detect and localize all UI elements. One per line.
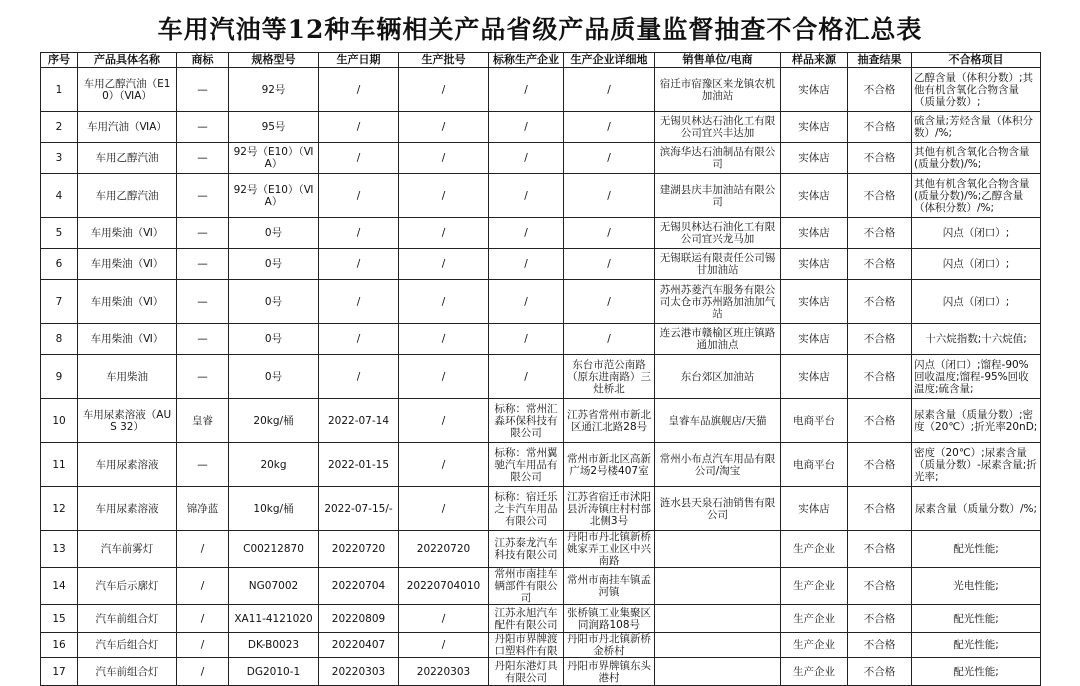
cell-date: 20220704 xyxy=(319,568,399,605)
cell-date: 20220303 xyxy=(319,658,399,686)
cell-result: 不合格 xyxy=(848,355,912,399)
cell-address: / xyxy=(564,280,655,324)
cell-manufacturer: / xyxy=(489,143,564,174)
cell-items: 尿素含量（质量分数）/%; xyxy=(912,487,1041,531)
cell-date: 20220809 xyxy=(319,605,399,633)
cell-items: 乙醇含量（体积分数）;其他有机含氧化合物含量（质量分数）; xyxy=(912,68,1041,112)
cell-items: 配光性能; xyxy=(912,658,1041,686)
cell-spec: 92号 xyxy=(229,68,319,112)
table-body xyxy=(41,68,1041,686)
cell-brand: — xyxy=(177,174,229,218)
cell-seq: 15 xyxy=(41,605,78,633)
summary-table xyxy=(40,52,1041,686)
cell-result: 不合格 xyxy=(848,633,912,658)
cell-brand: — xyxy=(177,355,229,399)
cell-items: 配光性能; xyxy=(912,633,1041,658)
cell-manufacturer: / xyxy=(489,112,564,143)
cell-result: 不合格 xyxy=(848,324,912,355)
cell-spec: 92号（E10）（ⅥA） xyxy=(229,143,319,174)
cell-seller: 涟水县天泉石油销售有限公司 xyxy=(655,487,781,531)
cell-spec: DK-B0023 xyxy=(229,633,319,658)
cell-date: 2022-01-15 xyxy=(319,443,399,487)
cell-seller: 皇睿车品旗舰店/天猫 xyxy=(655,399,781,443)
cell-items: 光电性能; xyxy=(912,568,1041,605)
cell-seller: 苏州苏菱汽车服务有限公司太仓市苏州路加油加气站 xyxy=(655,280,781,324)
cell-source: 实体店 xyxy=(781,68,848,112)
cell-brand: / xyxy=(177,605,229,633)
cell-manufacturer: 标称：宿迁乐之卡汽车用品有限公司 xyxy=(489,487,564,531)
table-row xyxy=(41,280,1041,324)
cell-address: 丹阳市界牌镇东头港村 xyxy=(564,658,655,686)
cell-address: / xyxy=(564,68,655,112)
cell-result: 不合格 xyxy=(848,112,912,143)
cell-date: / xyxy=(319,143,399,174)
cell-spec: DG2010-1 xyxy=(229,658,319,686)
cell-address: 江苏省常州市新北区通江北路28号 xyxy=(564,399,655,443)
cell-seller xyxy=(655,658,781,686)
cell-product: 车用柴油（Ⅵ） xyxy=(78,218,177,249)
cell-product: 汽车前雾灯 xyxy=(78,531,177,568)
col-header-source: 样品来源 xyxy=(781,53,848,68)
cell-product: 车用柴油（Ⅵ） xyxy=(78,324,177,355)
cell-product: 汽车后示廓灯 xyxy=(78,568,177,605)
cell-brand: / xyxy=(177,633,229,658)
cell-seq: 16 xyxy=(41,633,78,658)
cell-manufacturer: 常州市南挂车辆部件有限公司 xyxy=(489,568,564,605)
cell-seller: 滨海华达石油制品有限公司 xyxy=(655,143,781,174)
table-row xyxy=(41,605,1041,633)
col-header-result: 抽查结果 xyxy=(848,53,912,68)
table-row xyxy=(41,143,1041,174)
cell-brand: / xyxy=(177,531,229,568)
cell-address: / xyxy=(564,143,655,174)
cell-seq: 12 xyxy=(41,487,78,531)
cell-items: 其他有机含氧化合物含量(质量分数)/%;乙醇含量（体积分数）/%; xyxy=(912,174,1041,218)
cell-date: / xyxy=(319,324,399,355)
cell-result: 不合格 xyxy=(848,280,912,324)
cell-product: 车用尿素溶液 xyxy=(78,443,177,487)
cell-brand: — xyxy=(177,143,229,174)
col-header-spec: 规格型号 xyxy=(229,53,319,68)
table-row xyxy=(41,355,1041,399)
col-header-product: 产品具体名称 xyxy=(78,53,177,68)
cell-batch: / xyxy=(399,249,489,280)
cell-seq: 3 xyxy=(41,143,78,174)
cell-seq: 14 xyxy=(41,568,78,605)
cell-seq: 8 xyxy=(41,324,78,355)
cell-product: 车用汽油（ⅥA） xyxy=(78,112,177,143)
cell-date: / xyxy=(319,68,399,112)
cell-seller: 常州小布点汽车用品有限公司/淘宝 xyxy=(655,443,781,487)
cell-brand: 锦净蓝 xyxy=(177,487,229,531)
cell-batch: / xyxy=(399,324,489,355)
cell-manufacturer: / xyxy=(489,324,564,355)
cell-product: 汽车后组合灯 xyxy=(78,633,177,658)
table-row xyxy=(41,112,1041,143)
cell-product: 汽车前组合灯 xyxy=(78,658,177,686)
cell-result: 不合格 xyxy=(848,174,912,218)
cell-address: 丹阳市丹北镇新桥姚家弄工业区中兴南路 xyxy=(564,531,655,568)
cell-seq: 2 xyxy=(41,112,78,143)
cell-address: / xyxy=(564,249,655,280)
cell-manufacturer: / xyxy=(489,280,564,324)
cell-batch: / xyxy=(399,633,489,658)
cell-source: 生产企业 xyxy=(781,531,848,568)
table-row xyxy=(41,174,1041,218)
cell-seller xyxy=(655,531,781,568)
cell-batch: / xyxy=(399,399,489,443)
cell-date: 20220720 xyxy=(319,531,399,568)
cell-spec: 0号 xyxy=(229,280,319,324)
cell-product: 车用尿素溶液 xyxy=(78,487,177,531)
table-row xyxy=(41,487,1041,531)
cell-seq: 6 xyxy=(41,249,78,280)
cell-spec: 0号 xyxy=(229,218,319,249)
cell-brand: — xyxy=(177,324,229,355)
cell-address: / xyxy=(564,218,655,249)
cell-seller: 连云港市赣榆区班庄镇路通加油点 xyxy=(655,324,781,355)
table-row xyxy=(41,68,1041,112)
col-header-brand: 商标 xyxy=(177,53,229,68)
cell-manufacturer: 丹阳东港灯具有限公司 xyxy=(489,658,564,686)
cell-spec: 20kg xyxy=(229,443,319,487)
cell-source: 实体店 xyxy=(781,249,848,280)
cell-address: 丹阳市丹北镇新桥金桥村 xyxy=(564,633,655,658)
cell-date: / xyxy=(319,280,399,324)
cell-seq: 10 xyxy=(41,399,78,443)
cell-batch: 20220720 xyxy=(399,531,489,568)
cell-seq: 7 xyxy=(41,280,78,324)
cell-manufacturer: / xyxy=(489,249,564,280)
cell-product: 车用尿素溶液（AUS 32） xyxy=(78,399,177,443)
cell-product: 车用乙醇汽油（E10）（ⅥA） xyxy=(78,68,177,112)
cell-address: / xyxy=(564,174,655,218)
cell-spec: 0号 xyxy=(229,355,319,399)
cell-batch: / xyxy=(399,174,489,218)
col-header-manufacturer: 标称生产企业 xyxy=(489,53,564,68)
cell-date: 2022-07-15/- xyxy=(319,487,399,531)
cell-batch: / xyxy=(399,143,489,174)
cell-date: / xyxy=(319,218,399,249)
cell-source: 实体店 xyxy=(781,355,848,399)
cell-source: 实体店 xyxy=(781,143,848,174)
cell-result: 不合格 xyxy=(848,605,912,633)
cell-seller xyxy=(655,605,781,633)
cell-spec: C00212870 xyxy=(229,531,319,568)
cell-seq: 5 xyxy=(41,218,78,249)
cell-batch: 20220303 xyxy=(399,658,489,686)
cell-items: 配光性能; xyxy=(912,531,1041,568)
cell-result: 不合格 xyxy=(848,443,912,487)
table-row xyxy=(41,399,1041,443)
cell-date: / xyxy=(319,355,399,399)
cell-result: 不合格 xyxy=(848,568,912,605)
cell-source: 生产企业 xyxy=(781,605,848,633)
cell-product: 汽车前组合灯 xyxy=(78,605,177,633)
cell-batch: / xyxy=(399,68,489,112)
cell-spec: 20kg/桶 xyxy=(229,399,319,443)
col-header-batch: 生产批号 xyxy=(399,53,489,68)
table-row xyxy=(41,218,1041,249)
cell-result: 不合格 xyxy=(848,658,912,686)
cell-manufacturer: 江苏泰龙汽车科技有限公司 xyxy=(489,531,564,568)
col-header-seq: 序号 xyxy=(41,53,78,68)
table-row xyxy=(41,633,1041,658)
col-header-date: 生产日期 xyxy=(319,53,399,68)
cell-items: 其他有机含氧化合物含量(质量分数)/%; xyxy=(912,143,1041,174)
cell-result: 不合格 xyxy=(848,218,912,249)
page-title: 车用汽油等12种车辆相关产品省级产品质量监督抽查不合格汇总表 xyxy=(157,15,923,44)
cell-manufacturer: / xyxy=(489,355,564,399)
col-header-address: 生产企业详细地 xyxy=(564,53,655,68)
cell-result: 不合格 xyxy=(848,249,912,280)
cell-result: 不合格 xyxy=(848,399,912,443)
cell-seq: 17 xyxy=(41,658,78,686)
cell-brand: — xyxy=(177,68,229,112)
table-row xyxy=(41,568,1041,605)
cell-date: / xyxy=(319,249,399,280)
cell-seller xyxy=(655,568,781,605)
cell-source: 实体店 xyxy=(781,280,848,324)
cell-items: 闪点（闭口）; xyxy=(912,249,1041,280)
cell-spec: 92号（E10）（ⅥA） xyxy=(229,174,319,218)
cell-brand: 皇睿 xyxy=(177,399,229,443)
col-header-seller: 销售单位/电商 xyxy=(655,53,781,68)
cell-spec: 0号 xyxy=(229,249,319,280)
cell-seq: 11 xyxy=(41,443,78,487)
cell-brand: — xyxy=(177,218,229,249)
cell-manufacturer: / xyxy=(489,68,564,112)
cell-brand: — xyxy=(177,249,229,280)
cell-batch: / xyxy=(399,605,489,633)
cell-manufacturer: / xyxy=(489,174,564,218)
cell-batch: / xyxy=(399,355,489,399)
cell-product: 车用柴油（Ⅵ） xyxy=(78,249,177,280)
cell-brand: — xyxy=(177,280,229,324)
cell-spec: NG07002 xyxy=(229,568,319,605)
cell-product: 车用乙醇汽油 xyxy=(78,143,177,174)
cell-address: 江苏省宿迁市沭阳县沂涛镇庄村村部北侧3号 xyxy=(564,487,655,531)
cell-source: 实体店 xyxy=(781,487,848,531)
cell-spec: 10kg/桶 xyxy=(229,487,319,531)
cell-result: 不合格 xyxy=(848,487,912,531)
cell-address: / xyxy=(564,324,655,355)
cell-items: 配光性能; xyxy=(912,605,1041,633)
cell-product: 车用柴油（Ⅵ） xyxy=(78,280,177,324)
cell-batch: / xyxy=(399,443,489,487)
cell-batch: 20220704010 xyxy=(399,568,489,605)
cell-batch: / xyxy=(399,487,489,531)
cell-seller: 宿迁市宿豫区来龙镇农机加油站 xyxy=(655,68,781,112)
cell-brand: — xyxy=(177,443,229,487)
cell-source: 实体店 xyxy=(781,112,848,143)
cell-date: 2022-07-14 xyxy=(319,399,399,443)
cell-date: 20220407 xyxy=(319,633,399,658)
cell-seller: 东台郊区加油站 xyxy=(655,355,781,399)
cell-date: / xyxy=(319,174,399,218)
cell-seller: 无锡贝林达石油化工有限公司宜兴丰达加 xyxy=(655,112,781,143)
cell-source: 实体店 xyxy=(781,174,848,218)
cell-source: 电商平台 xyxy=(781,399,848,443)
cell-seller: 无锡贝林达石油化工有限公司宜兴龙马加 xyxy=(655,218,781,249)
cell-source: 实体店 xyxy=(781,324,848,355)
table-row xyxy=(41,324,1041,355)
cell-items: 尿素含量（质量分数）;密度（20℃）;折光率20nD; xyxy=(912,399,1041,443)
cell-batch: / xyxy=(399,112,489,143)
table-row xyxy=(41,531,1041,568)
cell-items: 密度（20℃）;尿素含量（质量分数）-尿素含量;折光率; xyxy=(912,443,1041,487)
table-row xyxy=(41,249,1041,280)
cell-spec: 95号 xyxy=(229,112,319,143)
table-row xyxy=(41,658,1041,686)
cell-source: 生产企业 xyxy=(781,568,848,605)
cell-source: 生产企业 xyxy=(781,633,848,658)
cell-brand: / xyxy=(177,568,229,605)
cell-manufacturer: / xyxy=(489,218,564,249)
cell-result: 不合格 xyxy=(848,531,912,568)
cell-source: 生产企业 xyxy=(781,658,848,686)
cell-source: 实体店 xyxy=(781,218,848,249)
cell-manufacturer: 标称：常州汇淼环保科技有限公司 xyxy=(489,399,564,443)
cell-result: 不合格 xyxy=(848,143,912,174)
cell-manufacturer: 江苏永旭汽车配件有限公司 xyxy=(489,605,564,633)
cell-address: / xyxy=(564,112,655,143)
cell-seq: 13 xyxy=(41,531,78,568)
cell-product: 车用乙醇汽油 xyxy=(78,174,177,218)
cell-product: 车用柴油 xyxy=(78,355,177,399)
cell-manufacturer: 丹阳市界牌渡口塑料件有限 xyxy=(489,633,564,658)
cell-items: 硫含量;芳烃含量（体积分数）/%; xyxy=(912,112,1041,143)
cell-result: 不合格 xyxy=(848,68,912,112)
cell-seller: 无锡联运有限责任公司锡甘加油站 xyxy=(655,249,781,280)
header-row xyxy=(41,53,1041,68)
cell-brand: — xyxy=(177,112,229,143)
cell-seq: 9 xyxy=(41,355,78,399)
cell-items: 闪点（闭口）; xyxy=(912,218,1041,249)
cell-items: 闪点（闭口）;馏程-90%回收温度;馏程-95%回收温度;硫含量; xyxy=(912,355,1041,399)
cell-brand: / xyxy=(177,658,229,686)
col-header-items: 不合格项目 xyxy=(912,53,1041,68)
cell-address: 张桥镇工业集聚区同润路108号 xyxy=(564,605,655,633)
cell-seller: 建湖县庆丰加油站有限公司 xyxy=(655,174,781,218)
cell-seq: 1 xyxy=(41,68,78,112)
cell-manufacturer: 标称：常州翼驰汽车用品有限公司 xyxy=(489,443,564,487)
cell-source: 电商平台 xyxy=(781,443,848,487)
cell-spec: 0号 xyxy=(229,324,319,355)
cell-date: / xyxy=(319,112,399,143)
cell-seller xyxy=(655,633,781,658)
cell-items: 十六烷指数;十六烷值; xyxy=(912,324,1041,355)
cell-seq: 4 xyxy=(41,174,78,218)
table-row xyxy=(41,443,1041,487)
cell-address: 常州市南挂车镇孟河镇 xyxy=(564,568,655,605)
cell-items: 闪点（闭口）; xyxy=(912,280,1041,324)
cell-batch: / xyxy=(399,218,489,249)
cell-batch: / xyxy=(399,280,489,324)
cell-address: 东台市范公南路（原东进南路）三灶桥北 xyxy=(564,355,655,399)
cell-address: 常州市新北区高新广场2号楼407室 xyxy=(564,443,655,487)
cell-spec: XA11-4121020 xyxy=(229,605,319,633)
